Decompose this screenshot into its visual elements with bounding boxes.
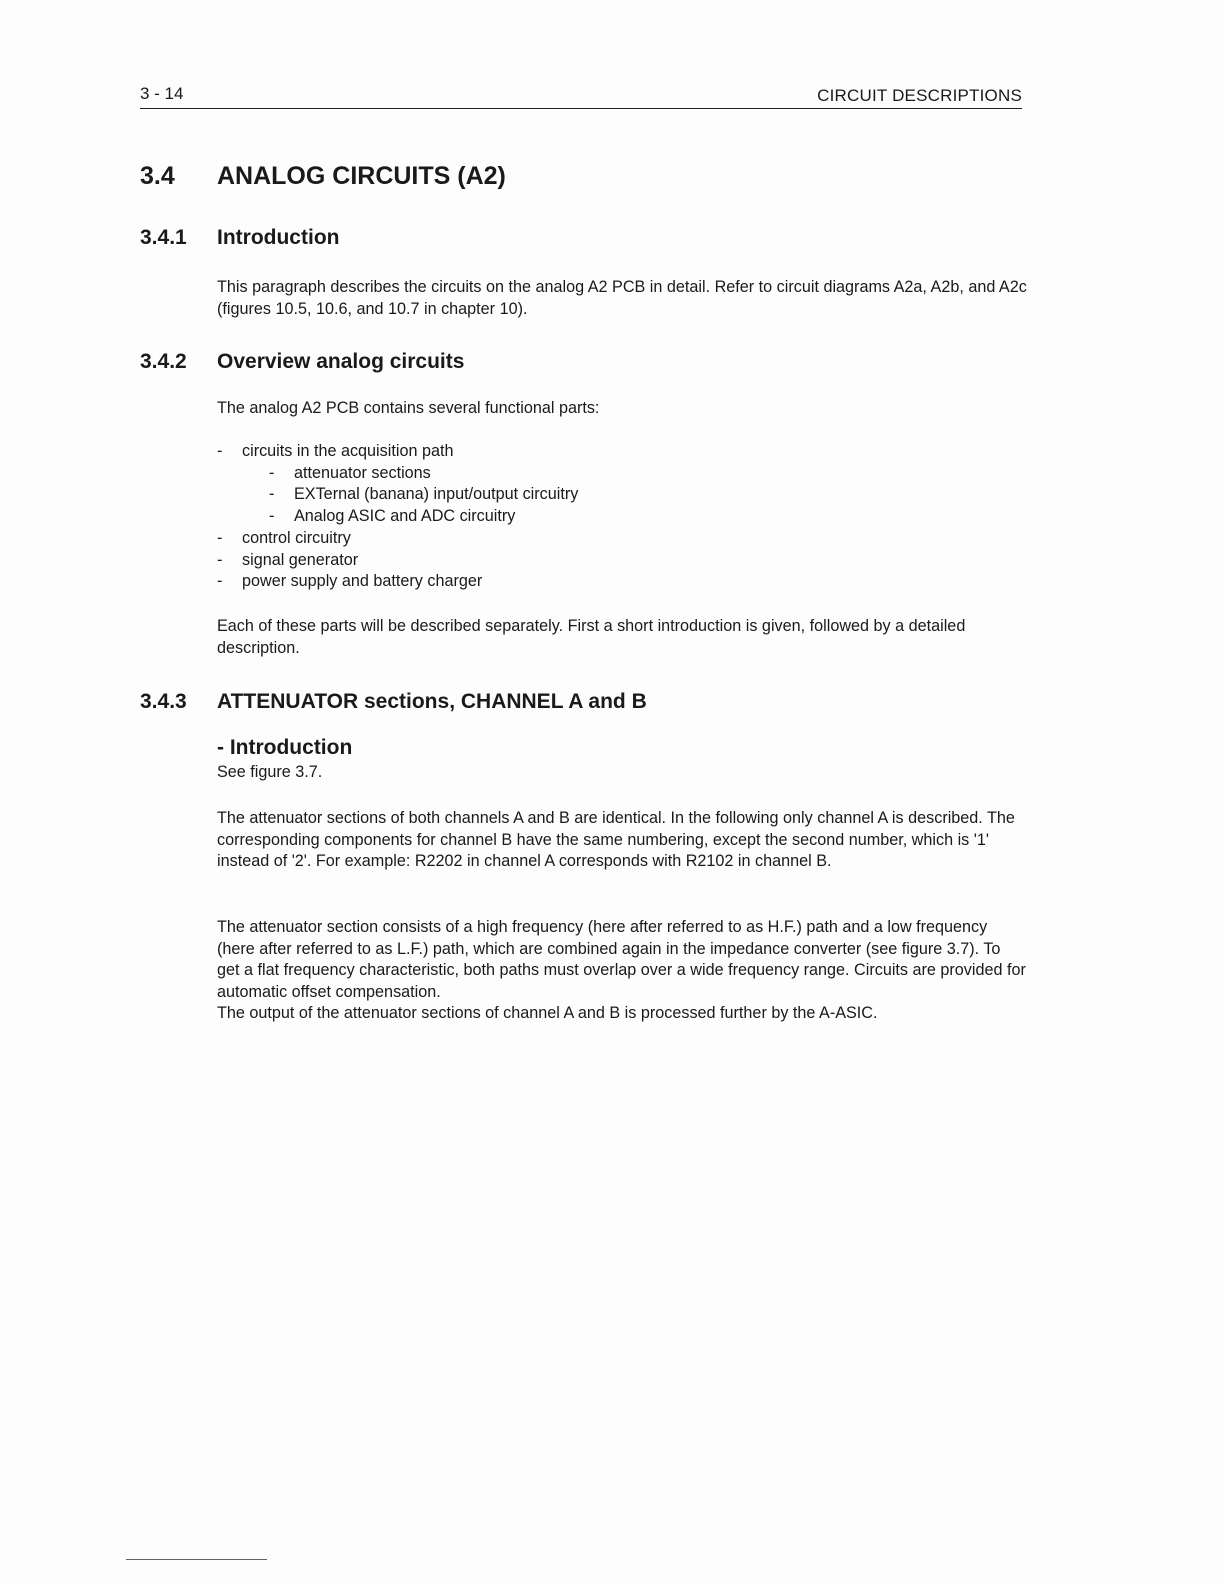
list-dash: - (217, 550, 223, 569)
overview-lead (217, 398, 1027, 420)
subsection-number: 3.4.3 (140, 690, 187, 713)
list-dash: - (217, 572, 223, 591)
list-item (217, 550, 917, 572)
see-figure-text: See figure 3.7. (217, 763, 323, 781)
subsection-number: 3.4.1 (140, 226, 187, 249)
list-dash: - (269, 507, 275, 526)
subsection-title: ATTENUATOR sections, CHANNEL A and B (217, 690, 647, 713)
footer-rule (126, 1559, 267, 1560)
list-item (217, 484, 917, 506)
chapter-title: CIRCUIT DESCRIPTIONS (817, 86, 1022, 105)
list-item-text: attenuator sections (294, 463, 431, 482)
attenuator-paragraph-2-text: The attenuator section consists of a high frequency (here after referred to as H.F.) path and a low frequency (here after referred to as L.F.) path, which are combined again in the impedance converter (see figure 3.7). To get a flat frequency characteristic, both paths must overlap over a wide frequency range. Circuits are provided for automatic offset compensation. (217, 918, 1026, 1001)
list-item (217, 528, 917, 550)
subsection-number: 3.4.2 (140, 350, 187, 373)
list-item-text: signal generator (242, 550, 359, 569)
subsection-title: Introduction (217, 226, 340, 249)
subsection-heading-attenuator (140, 690, 647, 714)
section-number: 3.4 (140, 162, 175, 190)
overview-closing-text: Each of these parts will be described separately. First a short introduction is given, followed by a detailed description. (217, 617, 966, 657)
attenuator-intro-heading: - Introduction (217, 736, 353, 759)
intro-paragraph (217, 277, 1027, 320)
page-header (140, 84, 1022, 109)
list-item-text: control circuitry (242, 528, 351, 547)
list-dash: - (217, 442, 223, 460)
page-number: 3 - 14 (140, 84, 184, 103)
list-item (217, 506, 917, 528)
list-item (217, 571, 917, 593)
list-item-text: Analog ASIC and ADC circuitry (294, 507, 516, 526)
overview-closing (217, 616, 1027, 659)
list-dash: - (269, 485, 275, 504)
attenuator-paragraph-3-text: The output of the attenuator sections of channel A and B is processed further by the A-ASIC. (217, 1004, 878, 1023)
see-figure-note (217, 762, 1027, 784)
section-heading (140, 162, 506, 191)
subsection-title: Overview analog circuits (217, 350, 465, 373)
list-item-text: EXTernal (banana) input/output circuitry (294, 485, 579, 504)
attenuator-paragraph-1-text: The attenuator sections of both channels A and B are identical. In the following only channel A is described. The corresponding components for channel B have the same numbering, except the second number, which is '1' instead of '2'. For example: R2202 in channel A corresponds with R2102 in channel B. (217, 809, 1015, 871)
list-item-text: power supply and battery charger (242, 572, 483, 591)
list-item-text: circuits in the acquisition path (242, 442, 454, 460)
list-item (217, 463, 917, 485)
intro-body: This paragraph describes the circuits on the analog A2 PCB in detail. Refer to circuit diagrams A2a, A2b, and A2c (figures 10.5, 10.6, and 10.7 in chapter 10). (217, 278, 1027, 318)
list-dash: - (217, 528, 223, 547)
section-title: ANALOG CIRCUITS (A2) (217, 162, 506, 190)
list-dash: - (269, 463, 275, 482)
attenuator-paragraph-1 (217, 808, 1027, 873)
subsection-heading-overview (140, 350, 464, 374)
attenuator-paragraph-2 (217, 917, 1027, 1025)
subsection-heading-intro (140, 226, 339, 250)
functional-parts-list (217, 441, 917, 593)
list-item (217, 441, 917, 463)
overview-lead-text: The analog A2 PCB contains several functional parts: (217, 399, 600, 417)
